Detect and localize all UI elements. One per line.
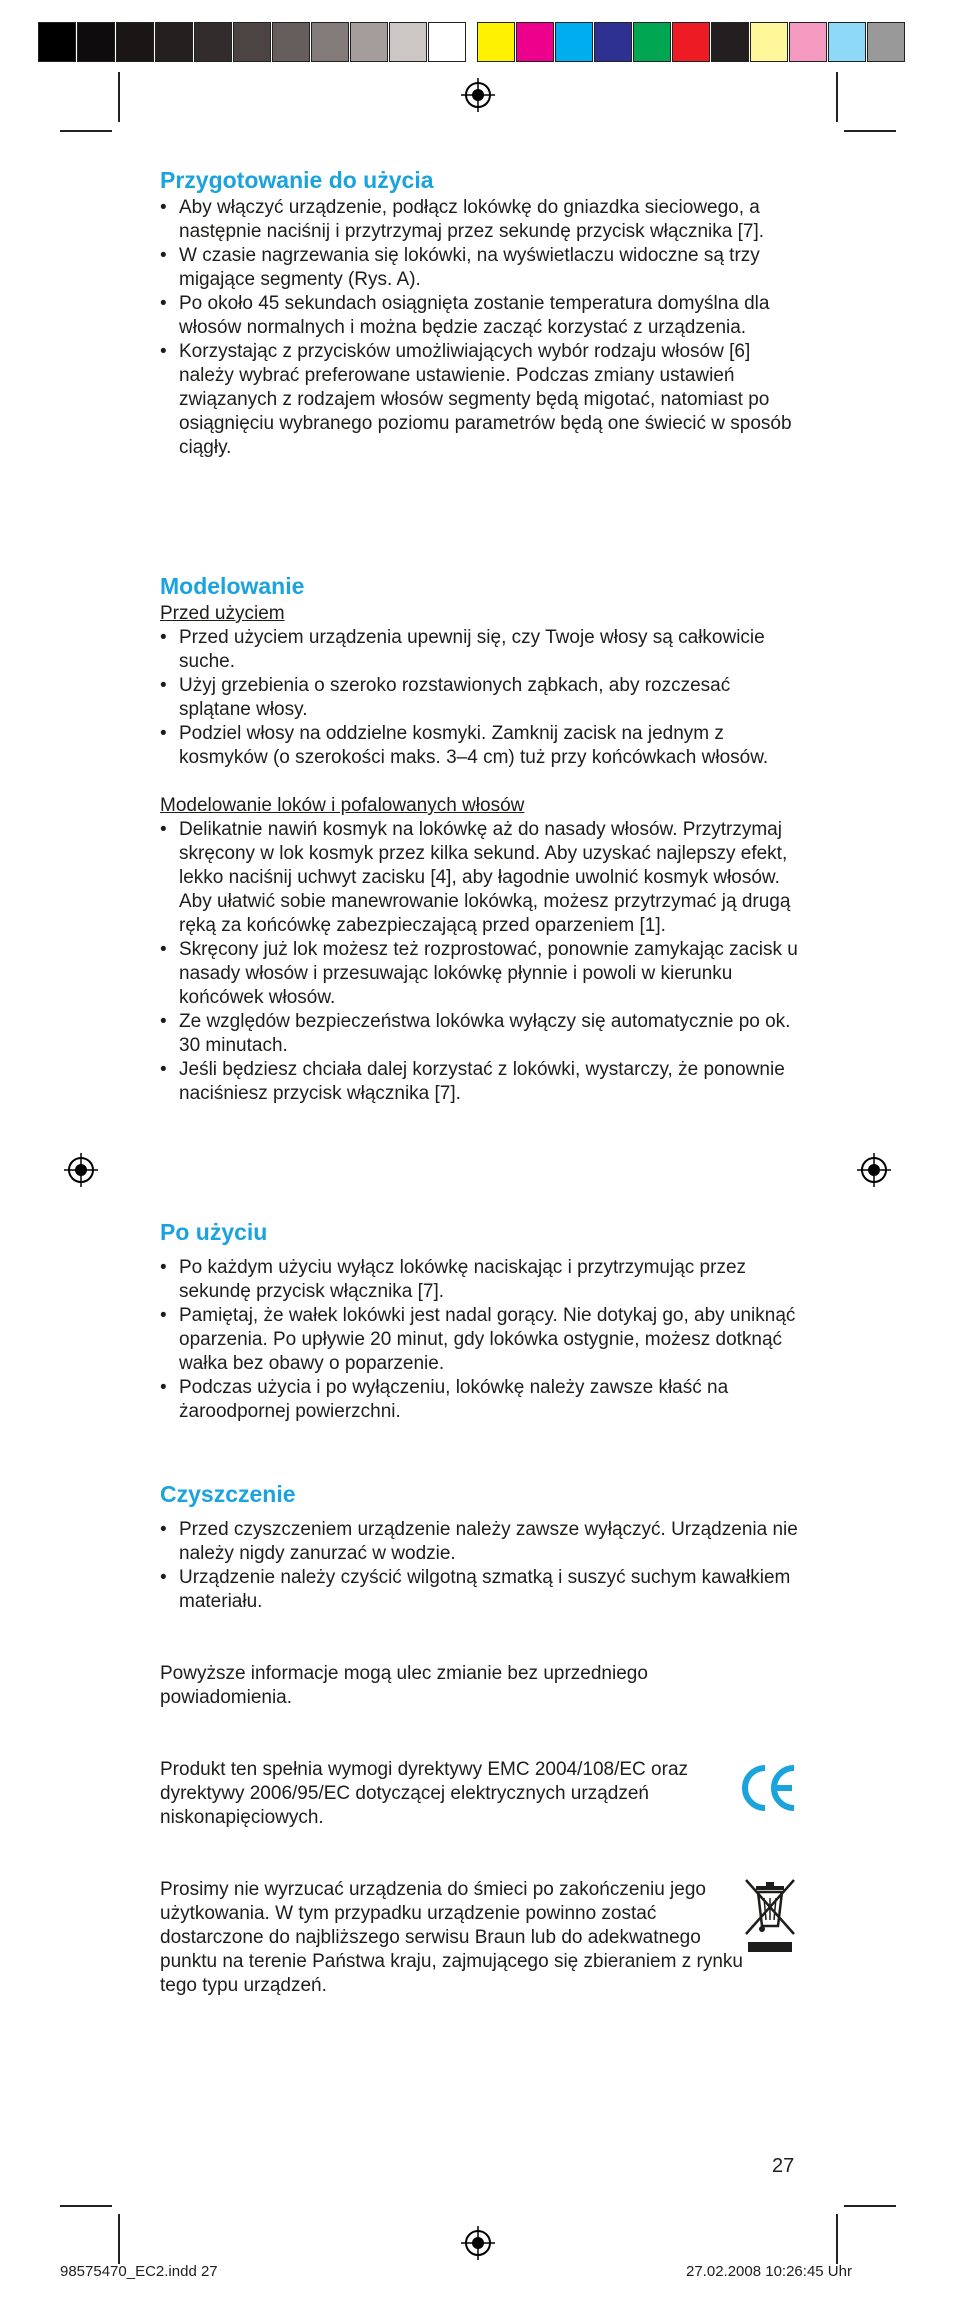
section-after-use — [160, 1218, 800, 1424]
color-swatch — [672, 22, 710, 62]
grayscale-swatches — [38, 22, 467, 62]
list-item: • Przed czyszczeniem urządzenie należy zawsze wyłączyć. Urządzenia nie należy nigdy zanurzać w wodzie. — [160, 1518, 800, 1566]
registration-mark-icon — [461, 2226, 495, 2260]
list-item: • Urządzenie należy czyścić wilgotną szmatką i suszyć suchym kawałkiem materiału. — [160, 1566, 800, 1614]
list-item: • Użyj grzebienia o szeroko rozstawionych ząbkach, aby rozczesać splątane włosy. — [160, 674, 800, 722]
color-swatch — [594, 22, 632, 62]
color-swatch — [116, 22, 154, 62]
subheading: Przed użyciem — [160, 603, 285, 624]
footer-file-name: 98575470_EC2.indd 27 — [60, 2263, 218, 2280]
section-styling — [160, 572, 800, 1106]
bullet-list — [160, 626, 800, 770]
process-color-swatches — [477, 22, 906, 62]
crop-mark — [836, 2214, 838, 2264]
registration-mark-icon — [857, 1153, 891, 1187]
crossed-out-bin-icon — [742, 1876, 798, 1956]
crop-mark — [844, 2205, 896, 2207]
list-item: • Po każdym użyciu wyłącz lokówkę naciskając i przytrzymując przez sekundę przycisk włącznika [7]. — [160, 1256, 800, 1304]
color-swatch — [272, 22, 310, 62]
color-swatch — [77, 22, 115, 62]
crop-mark — [118, 72, 120, 122]
registration-mark-icon — [64, 1153, 98, 1187]
bullet-list — [160, 1518, 800, 1614]
color-swatch — [477, 22, 515, 62]
section-heading: Modelowanie — [160, 573, 305, 599]
crop-mark — [836, 72, 838, 122]
section-heading: Czyszczenie — [160, 1481, 296, 1507]
list-item: • Ze względów bezpieczeństwa lokówka wyłączy się automatycznie po ok. 30 minutach. — [160, 1010, 800, 1058]
list-item: • Podziel włosy na oddzielne kosmyki. Zamknij zacisk na jednym z kosmyków (o szerokości maks. 3–4 cm) tuż przy końcówkach włosów. — [160, 722, 800, 770]
crop-mark — [60, 130, 112, 132]
list-item: • Delikatnie nawiń kosmyk na lokówkę aż do nasady włosów. Przytrzymaj skręcony w lok kosmyk przez kilka sekund. Aby uzyskać najlepszy efekt, lekko naciśnij uchwyt zacisku [4], aby łagodnie uwolnić kosmyk włosów. Aby ułatwić sobie manewrowanie lokówką, możesz przytrzymać ją drugą ręką za końcówkę zabezpieczającą przed oparzeniem [1]. — [160, 818, 800, 938]
list-item: • Jeśli będziesz chciała dalej korzystać z lokówki, wystarczy, że ponownie naciśniesz przycisk włącznika [7]. — [160, 1058, 800, 1106]
notice-block — [160, 1662, 780, 1710]
crop-mark — [60, 2205, 112, 2207]
section-heading: Po użyciu — [160, 1219, 268, 1245]
disposal-text: Prosimy nie wyrzucać urządzenia do śmieci po zakończeniu jego użytkowania. W tym przypadku urządzenie powinno zostać dostarczone do najbliższego serwisu Braun lub do adekwatnego punktu na terenie Państwa kraju, zajmującego się zbieraniem z rynku tego typu urządzeń. — [160, 1879, 743, 1996]
section-preparation — [160, 166, 800, 460]
emc-block — [160, 1758, 740, 1830]
page-number: 27 — [772, 2155, 795, 2177]
footer-timestamp: 27.02.2008 10:26:45 Uhr — [686, 2263, 852, 2280]
color-swatch — [155, 22, 193, 62]
color-swatch — [789, 22, 827, 62]
color-swatch — [828, 22, 866, 62]
list-item: • Podczas użycia i po wyłączeniu, lokówkę należy zawsze kłaść na żaroodpornej powierzchni. — [160, 1376, 800, 1424]
notice-text: Powyższe informacje mogą ulec zmianie bez uprzedniego powiadomienia. — [160, 1663, 648, 1708]
color-swatch — [428, 22, 466, 62]
section-heading: Przygotowanie do użycia — [160, 167, 434, 193]
list-item: • Po około 45 sekundach osiągnięta zostanie temperatura domyślna dla włosów normalnych i można będzie zacząć korzystać z urządzenia. — [160, 292, 800, 340]
list-item: • Korzystając z przycisków umożliwiających wybór rodzaju włosów [6] należy wybrać preferowane ustawienie. Podczas zmiany ustawień związanych z rodzajem włosów segmenty będą migotać, natomiast po osiągnięciu wybranego poziomu parametrów będą one świecić w sposób ciągły. — [160, 340, 800, 460]
list-item: • Pamiętaj, że wałek lokówki jest nadal gorący. Nie dotykaj go, aby uniknąć oparzenia. Po upływie 20 minut, gdy lokówka ostygnie, możesz dotknąć wałka bez obawy o poparzenie. — [160, 1304, 800, 1376]
color-swatch — [516, 22, 554, 62]
color-swatch — [38, 22, 76, 62]
list-item: • Aby włączyć urządzenie, podłącz lokówkę do gniazdka sieciowego, a następnie naciśnij i przytrzymaj przez sekundę przycisk włącznika [7]. — [160, 196, 800, 244]
color-swatch — [555, 22, 593, 62]
color-swatch — [711, 22, 749, 62]
color-calibration-bar — [38, 22, 906, 62]
color-swatch — [389, 22, 427, 62]
emc-text: Produkt ten spełnia wymogi dyrektywy EMC 2004/108/EC oraz dyrektywy 2006/95/EC dotyczącej elektrycznych urządzeń niskonapięciowych. — [160, 1759, 689, 1828]
bullet-list — [160, 196, 800, 460]
list-item: • Przed użyciem urządzenia upewnij się, czy Twoje włosy są całkowicie suche. — [160, 626, 800, 674]
ce-mark-icon — [740, 1762, 798, 1814]
section-cleaning — [160, 1480, 800, 1614]
bullet-list — [160, 1256, 800, 1424]
subheading: Modelowanie loków i pofalowanych włosów — [160, 795, 525, 816]
bullet-list — [160, 818, 800, 1106]
color-swatch — [350, 22, 388, 62]
color-swatch — [750, 22, 788, 62]
crop-mark — [844, 130, 896, 132]
disposal-block — [160, 1878, 750, 1998]
registration-mark-icon — [461, 78, 495, 112]
color-swatch — [867, 22, 905, 62]
color-swatch — [194, 22, 232, 62]
color-swatch — [633, 22, 671, 62]
list-item: • W czasie nagrzewania się lokówki, na wyświetlaczu widoczne są trzy migające segmenty (Rys. A). — [160, 244, 800, 292]
crop-mark — [118, 2214, 120, 2264]
list-item: • Skręcony już lok możesz też rozprostować, ponownie zamykając zacisk u nasady włosów i przesuwając lokówkę płynnie i powoli w kierunku końcówek włosów. — [160, 938, 800, 1010]
color-swatch — [233, 22, 271, 62]
color-swatch — [311, 22, 349, 62]
